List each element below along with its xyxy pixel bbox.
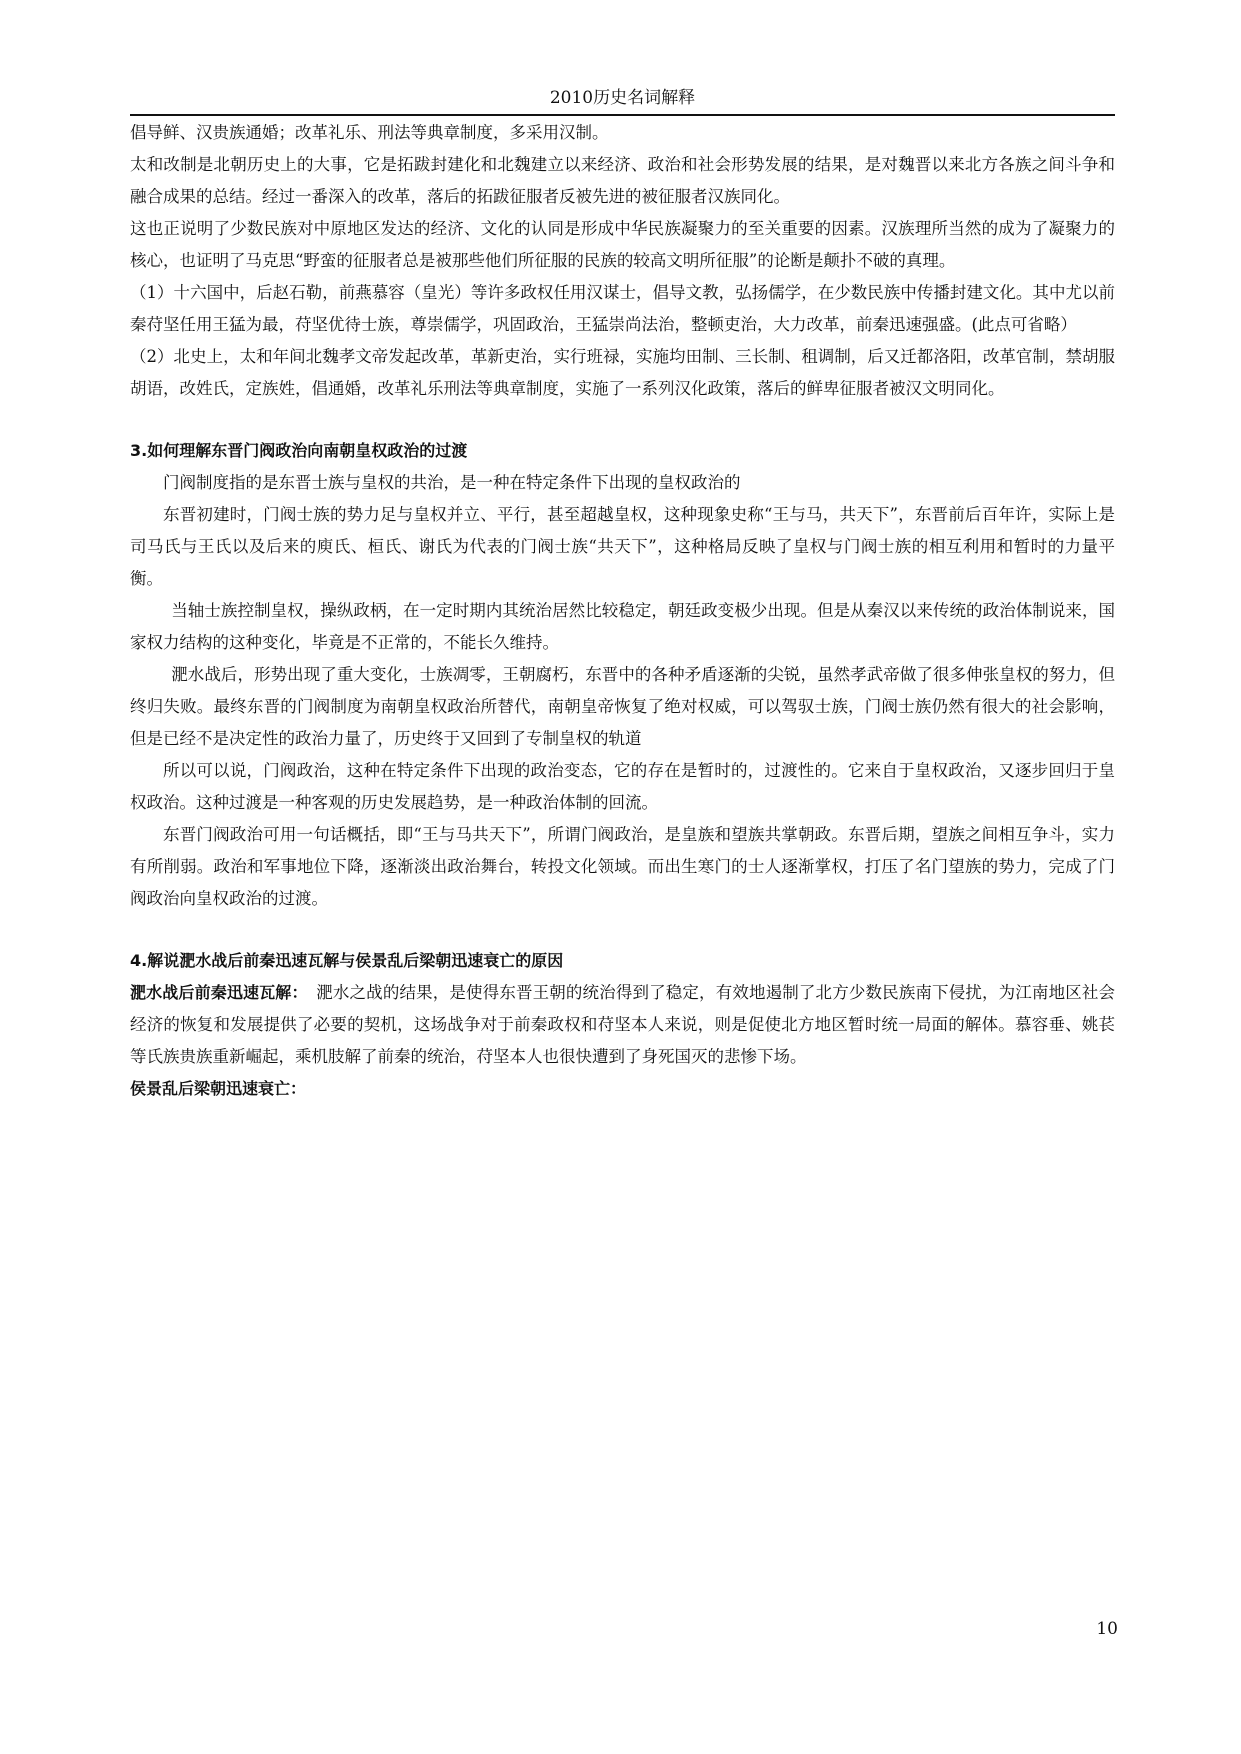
spacer [130,405,1115,435]
paragraph: 所以可以说，门阀政治，这种在特定条件下出现的政治变态，它的存在是暂时的，过渡性的。它来自于皇权政治，又逐步回归于皇权政治。这种过渡是一种客观的历史发展趋势，是一种政治体制的回流。 [130,761,1115,812]
spacer [130,915,1115,945]
paragraph: 倡导鲜、汉贵族通婚；改革礼乐、刑法等典章制度，多采用汉制。 [130,123,609,142]
paragraph-lead: 淝水战后前秦迅速瓦解： [130,983,300,1002]
paragraph: 东晋初建时，门阀士族的势力足与皇权并立、平行，甚至超越皇权，这种现象史称“王与马，共天下”，东晋前后百年许，实际上是司马氏与王氏以及后来的庾氏、桓氏、谢氏为代表的门阀士族“共天下”，这种格局反映了皇权与门阀士族的相互利用和暂时的力量平衡。 [130,505,1115,588]
paragraph: 太和改制是北朝历史上的大事，它是拓跋封建化和北魏建立以来经济、政治和社会形势发展的结果，是对魏晋以来北方各族之间斗争和融合成果的总结。经过一番深入的改革，落后的拓跋征服者反被先进的被征服者汉族同化。 [130,155,1115,206]
paragraph: 当轴士族控制皇权，操纵政柄，在一定时期内其统治居然比较稳定，朝廷政变极少出现。但是从秦汉以来传统的政治体制说来，国家权力结构的这种变化，毕竟是不正常的，不能长久维持。 [130,601,1115,652]
paragraph: 东晋门阀政治可用一句话概括，即“王与马共天下”，所谓门阀政治，是皇族和望族共掌朝政。东晋后期，望族之间相互争斗，实力有所削弱。政治和军事地位下降，逐渐淡出政治舞台，转投文化领域。而出生寒门的士人逐渐掌权，打压了名门望族的势力，完成了门阀政治向皇权政治的过渡。 [130,825,1115,908]
paragraph-text: 淝水之战的结果，是使得东晋王朝的统治得到了稳定，有效地遏制了北方少数民族南下侵扰，为江南地区社会经济的恢复和发展提供了必要的契机，这场战争对于前秦政权和苻坚本人来说，则是促使北方地区暂时统一局面的解体。慕容垂、姚苌等氏族贵族重新崛起，乘机肢解了前秦的统治，苻坚本人也很快遭到了身死国灭的悲惨下场。 [130,983,1115,1066]
paragraph: 这也正说明了少数民族对中原地区发达的经济、文化的认同是形成中华民族凝聚力的至关重要的因素。汉族理所当然的成为了凝聚力的核心，也证明了马克思“野蛮的征服者总是被那些他们所征服的民族的较高文明所征服”的论断是颠扑不破的真理。 [130,219,1115,270]
paragraph: （1）十六国中，后赵石勒，前燕慕容（皇光）等许多政权任用汉谋士，倡导文教，弘扬儒学，在少数民族中传播封建文化。其中尤以前秦苻坚任用王猛为最，苻坚优待士族，尊崇儒学，巩固政治，王猛崇尚法治，整顿吏治，大力改革，前秦迅速强盛。(此点可省略） [130,283,1115,334]
paragraph: 淝水战后，形势出现了重大变化，士族凋零，王朝腐朽，东晋中的各种矛盾逐渐的尖锐，虽然孝武帝做了很多伸张皇权的努力，但终归失败。最终东晋的门阀制度为南朝皇权政治所替代，南朝皇帝恢复了绝对权威，可以驾驭士族，门阀士族仍然有很大的社会影响，但是已经不是决定性的政治力量了，历史终于又回到了专制皇权的轨道 [130,665,1115,748]
section-heading: 4.解说淝水战后前秦迅速瓦解与侯景乱后梁朝迅速衰亡的原因 [130,951,564,970]
page-number: 10 [1096,1619,1118,1639]
section-heading: 3.如何理解东晋门阀政治向南朝皇权政治的过渡 [130,441,468,460]
paragraph: （2）北史上，太和年间北魏孝文帝发起改革，革新吏治，实行班禄，实施均田制、三长制、租调制，后又迁都洛阳，改革官制，禁胡服胡语，改姓氏，定族姓，倡通婚，改革礼乐刑法等典章制度，实施了一系列汉化政策，落后的鲜卑征服者被汉文明同化。 [130,347,1115,398]
paragraph [130,977,1115,1073]
document-body [130,117,1115,1105]
paragraph: 门阀制度指的是东晋士族与皇权的共治，是一种在特定条件下出现的皇权政治的 [163,473,741,492]
header-rule [130,114,1115,116]
page-header-title: 2010历史名词解释 [549,88,696,108]
paragraph-lead: 侯景乱后梁朝迅速衰亡： [130,1079,307,1098]
